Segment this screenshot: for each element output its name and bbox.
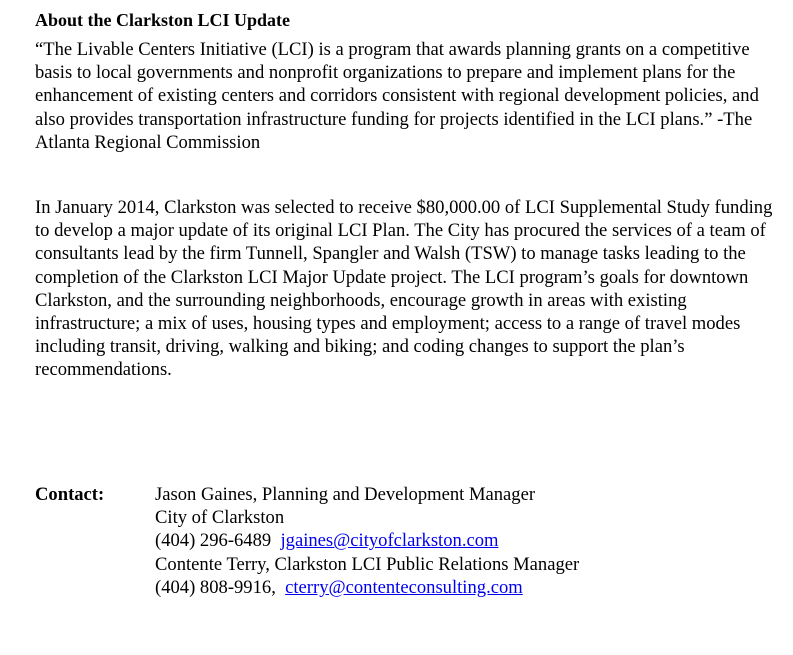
contact-details (155, 483, 579, 599)
document-page (35, 8, 785, 598)
contact-person2-phone: (404) 808-9916, (155, 576, 276, 598)
contact-person1-name: Jason Gaines, Planning and Development Manager (155, 484, 536, 505)
contact-person2-email-link[interactable]: cterry@contenteconsulting.com (285, 576, 523, 598)
contact-person1-email-link[interactable]: jgaines@cityofclarkston.com (280, 530, 499, 552)
update-description-paragraph: In January 2014, Clarkston was selected to receive $80,000.00 of LCI Supplemental Study funding to develop a major update of its original LCI Plan. The City has procured the services of a team of consultants lead by the firm Tunnell, Spangler and Walsh (TSW) to manage tasks leading to the completion of the Clarkston LCI Major Update project. The LCI program’s goals for downtown Clarkston, and the surrounding neighborhoods, encourage growth in areas with existing infrastructure; a mix of uses, housing types and employment; access to a range of travel modes including transit, driving, walking and biking; and coding changes to support the plan’s recommendations. (35, 197, 773, 381)
contact-person2-name: Contente Terry, Clarkston LCI Public Relations Manager (155, 553, 580, 575)
contact-person1-phone-line (155, 529, 579, 552)
lci-quote-paragraph: “The Livable Centers Initiative (LCI) is a program that awards planning grants on a competitive basis to local governments and nonprofit organizations to prepare and implement plans for the enhancement of existing centers and corridors consistent with regional development policies, and also provides transportation infrastructure funding for projects identified in the LCI plans.” -The Atlanta Regional Commission (35, 39, 759, 153)
section-heading: About the Clarkston LCI Update (35, 10, 291, 30)
contact-label: Contact: (35, 484, 105, 505)
contact-person2-phone-line (155, 576, 579, 599)
contact-person1-phone: (404) 296-6489 (155, 530, 272, 552)
contact-person1-org: City of Clarkston (155, 507, 285, 529)
